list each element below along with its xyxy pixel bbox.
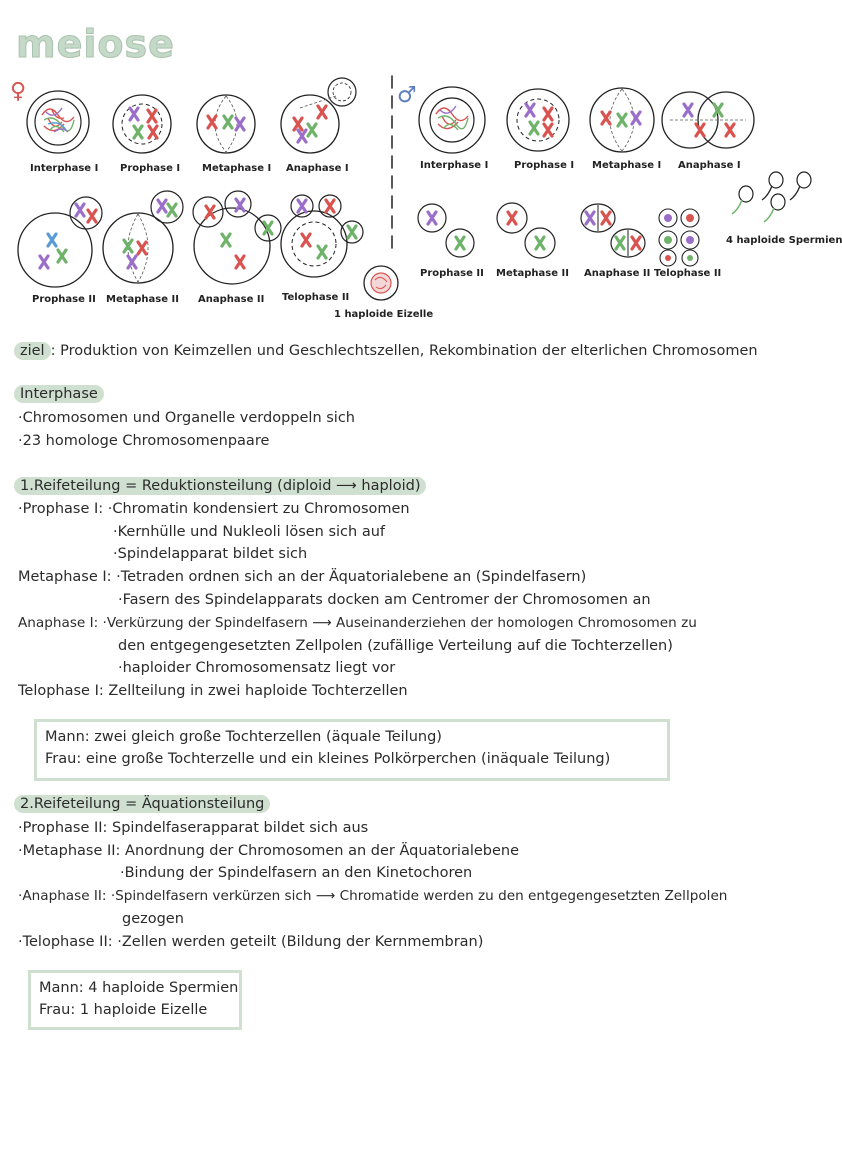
male-symbol: ♂	[397, 83, 417, 108]
reife2-line-5: gezogen	[122, 911, 184, 927]
reife1-line-4: Metaphase I: ·Tetraden ordnen sich an der Äquatorialebene an (Spindelfasern)	[18, 569, 587, 585]
label-anaphase2-female: Anaphase II	[198, 294, 265, 305]
reife2-line-4: ·Anaphase II: ·Spindelfasern verkürzen sich ⟶ Chromatide werden zu den entgegengesetzten Zellpolen	[18, 888, 728, 904]
reife1-box-line-1: Mann: zwei gleich große Tochterzellen (äquale Teilung)	[45, 729, 442, 745]
female-metaphase1-cell	[197, 95, 255, 153]
reife2-box-line-2: Frau: 1 haploide Eizelle	[39, 1002, 208, 1018]
label-anaphase2-male: Anaphase II	[584, 268, 651, 279]
label-egg-result: 1 haploide Eizelle	[334, 309, 434, 320]
label-prophase1-male: Prophase I	[514, 160, 575, 171]
sperm-cells	[732, 172, 811, 222]
reife1-line-9: Telophase I: Zellteilung in zwei haploide Tochterzellen	[18, 683, 408, 699]
reife2-line-1: ·Prophase II: Spindelfaserapparat bildet sich aus	[18, 820, 369, 836]
reife1-box-line-2: Frau: eine große Tochterzelle und ein kleines Polkörperchen (inäquale Teilung)	[45, 751, 611, 767]
male-metaphase1-cell	[590, 88, 654, 152]
label-interphase1-female: Interphase I	[30, 163, 99, 174]
label-metaphase1-female: Metaphase I	[202, 163, 272, 174]
reife1-line-6: Anaphase I: ·Verkürzung der Spindelfasern ⟶ Auseinanderziehen der homologen Chromosomen zu	[18, 615, 697, 631]
reife2-line-3: ·Bindung der Spindelfasern an den Kinetochoren	[120, 865, 473, 881]
egg-cell	[364, 266, 398, 300]
male-prophase1-cell	[507, 89, 569, 151]
male-prophase2-cells	[418, 204, 474, 257]
interphase-line-1: ·Chromosomen und Organelle verdoppeln sich	[18, 410, 355, 426]
reife2-heading: 2.Reifeteilung = Äquationsteilung	[20, 796, 270, 812]
female-interphase-cell	[27, 91, 89, 153]
male-metaphase2-cells	[497, 203, 555, 258]
female-prophase1-cell	[113, 95, 171, 153]
reife1-line-1: ·Prophase I: ·Chromatin kondensiert zu Chromosomen	[18, 501, 410, 517]
label-prophase2-female: Prophase II	[32, 294, 96, 305]
label-telophase2-female: Telophase II	[282, 292, 350, 303]
label-prophase1-female: Prophase I	[120, 163, 181, 174]
female-symbol: ♀	[10, 79, 27, 104]
male-interphase-cell	[419, 87, 485, 153]
page-title: meiose	[16, 22, 175, 66]
reife2-line-6: ·Telophase II: ·Zellen werden geteilt (Bildung der Kernmembran)	[18, 934, 484, 950]
female-metaphase2-cell	[103, 191, 183, 283]
female-anaphase2-cell	[193, 191, 281, 284]
reife2-summary-box	[28, 970, 242, 1030]
reife1-summary-box	[34, 719, 670, 781]
label-anaphase1-female: Anaphase I	[286, 163, 349, 174]
reife1-line-2: ·Kernhülle und Nukleoli lösen sich auf	[113, 524, 386, 540]
reife1-heading: 1.Reifeteilung = Reduktionsteilung (diploid ⟶ haploid)	[20, 478, 426, 494]
label-anaphase1-male: Anaphase I	[678, 160, 741, 171]
female-anaphase1-cell	[281, 78, 356, 153]
reife1-line-7: den entgegengesetzten Zellpolen (zufällige Verteilung auf die Tochterzellen)	[118, 638, 673, 654]
label-metaphase2-male: Metaphase II	[496, 268, 569, 279]
goal-text: : Produktion von Keimzellen und Geschlechtszellen, Rekombination der elterlichen Chromosomen	[50, 343, 758, 359]
reife1-line-5: ·Fasern des Spindelapparats docken am Centromer der Chromosomen an	[118, 592, 651, 608]
reife1-line-3: ·Spindelapparat bildet sich	[113, 546, 308, 562]
male-anaphase2-cells	[581, 204, 645, 257]
label-sperm-result: 4 haploide Spermien	[726, 235, 842, 246]
label-interphase1-male: Interphase I	[420, 160, 489, 171]
reife2-box-line-1: Mann: 4 haploide Spermien	[39, 980, 239, 996]
label-telophase2-male: Telophase II	[654, 268, 722, 279]
goal-label: ziel	[14, 342, 51, 360]
reife1-line-8: ·haploider Chromosomensatz liegt vor	[118, 660, 396, 676]
reife2-line-2: ·Metaphase II: Anordnung der Chromosomen an der Äquatorialebene	[18, 843, 520, 859]
female-telophase2-cell	[281, 195, 363, 277]
interphase-line-2: ·23 homologe Chromosomenpaare	[18, 433, 270, 449]
female-prophase2-cell	[18, 197, 102, 287]
interphase-heading: Interphase	[20, 386, 104, 402]
male-anaphase1-cell	[662, 92, 754, 148]
label-metaphase1-male: Metaphase I	[592, 160, 662, 171]
label-prophase2-male: Prophase II	[420, 268, 484, 279]
goal-line	[20, 343, 758, 359]
label-metaphase2-female: Metaphase II	[106, 294, 179, 305]
male-telophase2-cells	[659, 209, 699, 266]
